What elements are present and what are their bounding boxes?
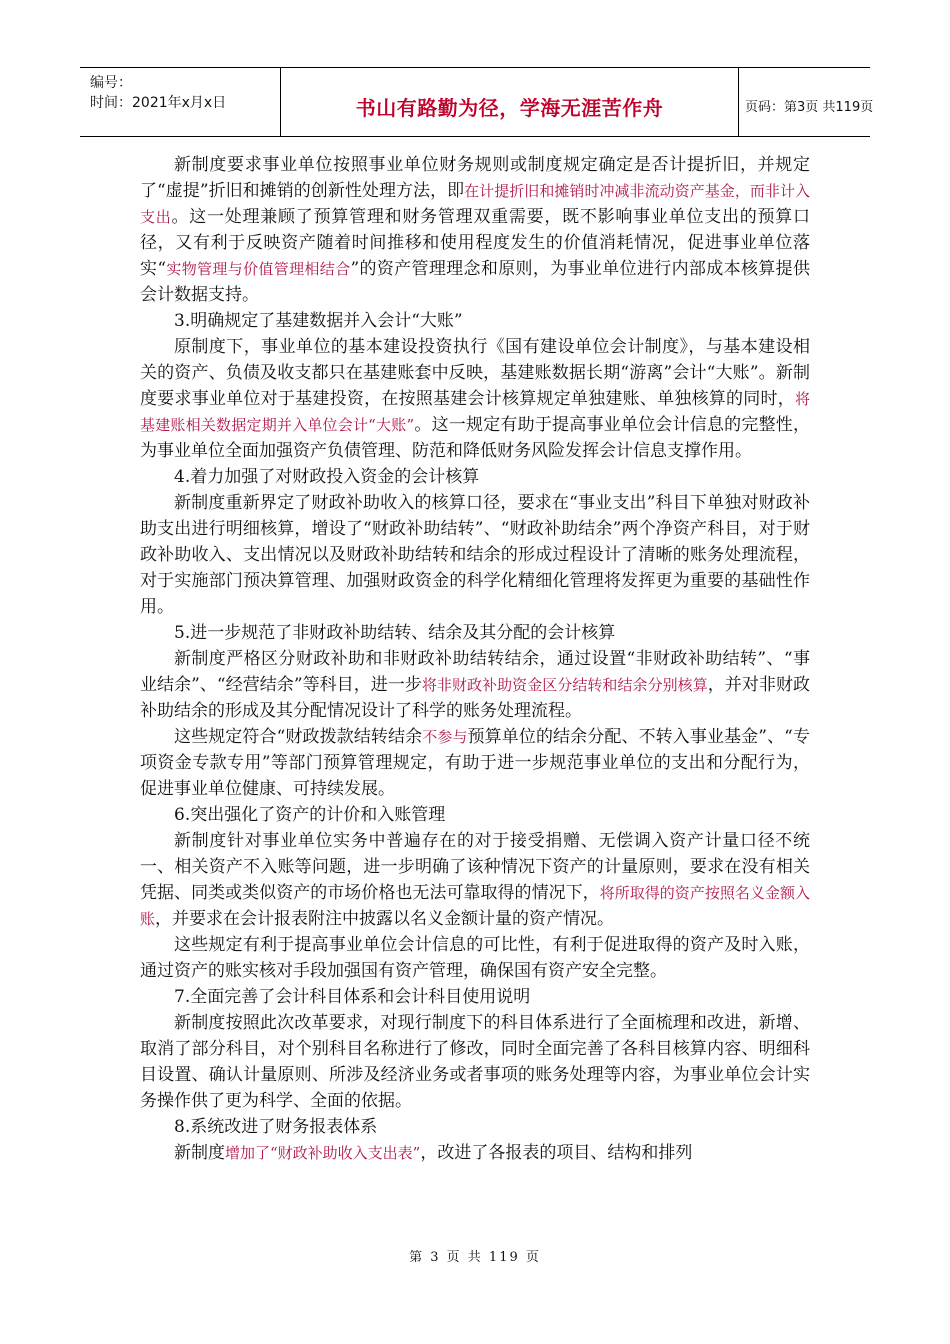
section-heading-5: 5.进一步规范了非财政补助结转、结余及其分配的会计核算 bbox=[174, 623, 616, 643]
highlight-text: 将所取得的资产按照名义金额入账 bbox=[140, 884, 810, 928]
time-label: 时间：2021年x月x日 bbox=[90, 95, 227, 111]
text: 。这一规定有助于提高事业单位会计信息的完整性，为事业单位全面加强资产负债管理、防范和降低财务风险发挥会计信息支撑作用。 bbox=[140, 415, 810, 461]
text: 新制度针对事业单位实务中普遍存在的对于接受捐赠、无偿调入资产计量口径不统一、相关资产不入账等问题，进一步明确了该种情况下资产的计量原则，要求在没有相关凭据、同类或类似资产的市场价格也无法可靠取得的情况下， bbox=[140, 831, 810, 903]
paragraph-non-fiscal bbox=[140, 646, 810, 724]
text: ”的资产管理理念和原则，为事业单位进行内部成本核算提供会计数据支持。 bbox=[140, 259, 810, 305]
header-page-label: 页码：第3页 共119页 bbox=[745, 100, 874, 115]
text: 。这一处理兼顾了预算管理和财务管理双重需要，既不影响事业单位支出的预算口径，又有利于反映资产随着时间推移和使用程度发生的价值消耗情况，促进事业单位落实“ bbox=[140, 207, 810, 279]
paragraph-asset-valuation bbox=[140, 828, 810, 932]
text: 新制度严格区分财政补助和非财政补助结转结余，通过设置“非财政补助结转”、“事业结余”、“经营结余”等科目，进一步 bbox=[140, 649, 810, 695]
paragraph-accounts: 新制度按照此次改革要求，对现行制度下的科目体系进行了全面梳理和改进，新增、取消了部分科目，对个别科目名称进行了修改，同时全面完善了各科目核算内容、明细科目设置、确认计量原则、所涉及经济业务或者事项的账务处理等内容，为事业单位会计实务操作供了更为科学、全面的依据。 bbox=[140, 1013, 810, 1111]
paragraph-depreciation bbox=[140, 152, 810, 308]
text: ，并要求在会计报表附注中披露以名义金额计量的资产情况。 bbox=[155, 909, 615, 929]
section-heading-7: 7.全面完善了会计科目体系和会计科目使用说明 bbox=[174, 987, 531, 1007]
text: 这些规定符合“财政拨款结转结余 bbox=[174, 727, 423, 747]
highlight-text: 在计提折旧和摊销时冲减非流动资产基金，而非计入支出 bbox=[140, 182, 810, 226]
highlight-text: 不参与 bbox=[422, 728, 468, 746]
section-heading-4: 4.着力加强了对财政投入资金的会计核算 bbox=[174, 467, 480, 487]
paragraph-capital-construction bbox=[140, 334, 810, 464]
highlight-text: 将非财政补助资金区分结转和结余分别核算 bbox=[421, 676, 708, 694]
document-header bbox=[80, 67, 874, 137]
text: 新制度 bbox=[174, 1143, 225, 1163]
paragraph-fiscal-funds: 新制度重新界定了财政补助收入的核算口径，要求在“事业支出”科目下单独对财政补助支出进行明细核算，增设了“财政补助结转”、“财政补助结余”两个净资产科目，对于财政补助收入、支出情况以及财政补助结转和结余的形成过程设计了清晰的账务处理流程，对于实施部门预决算管理、加强财政资金的科学化精细化管理将发挥更为重要的基础性作用。 bbox=[140, 493, 810, 617]
paragraph-comparability: 这些规定有利于提高事业单位会计信息的可比性，有利于促进取得的资产及时入账，通过资产的账实核对手段加强国有资产管理，确保国有资产安全完整。 bbox=[140, 935, 810, 981]
section-heading-8: 8.系统改进了财务报表体系 bbox=[174, 1117, 378, 1137]
paragraph-financial-statements bbox=[140, 1140, 810, 1166]
page-number-cell bbox=[737, 68, 874, 136]
highlight-text: 将基建账相关数据定期并入单位会计“大账” bbox=[140, 390, 810, 434]
text: ，改进了各报表的项目、结构和排列 bbox=[420, 1143, 693, 1163]
text: 预算单位的结余分配、不转入事业基金”、“专项资金专款专用”等部门预算管理规定，有助于进一步规范事业单位的支出和分配行为，促进事业单位健康、可持续发展。 bbox=[140, 727, 810, 799]
text: ，并对非财政补助结余的形成及其分配情况设计了科学的账务处理流程。 bbox=[140, 675, 810, 721]
header-info-cell bbox=[80, 68, 280, 136]
page-footer: 第 3 页 共 119 页 bbox=[409, 1250, 541, 1265]
highlight-text: 实物管理与价值管理相结合 bbox=[166, 260, 351, 278]
highlight-text: 增加了“财政补助收入支出表” bbox=[225, 1144, 421, 1162]
text: 新制度要求事业单位按照事业单位财务规则或制度规定确定是否计提折旧，并规定了“虚提”折旧和摊销的创新性处理方法，即 bbox=[140, 155, 810, 201]
section-heading-3: 3.明确规定了基建数据并入会计“大账” bbox=[174, 311, 463, 331]
motto: 书山有路勤为径，学海无涯苦作舟 bbox=[355, 96, 664, 120]
document-body bbox=[140, 152, 810, 1166]
number-label: 编号： bbox=[90, 75, 132, 91]
motto-cell bbox=[280, 68, 739, 136]
paragraph-regulations bbox=[140, 724, 810, 802]
text: 原制度下，事业单位的基本建设投资执行《国有建设单位会计制度》，与基本建设相关的资产、负债及收支都只在基建账套中反映，基建账数据长期“游离”会计“大账”。新制度要求事业单位对于基建投资，在按照基建会计核算规定单独建账、单独核算的同时， bbox=[140, 337, 810, 409]
section-heading-6: 6.突出强化了资产的计价和入账管理 bbox=[174, 805, 446, 825]
